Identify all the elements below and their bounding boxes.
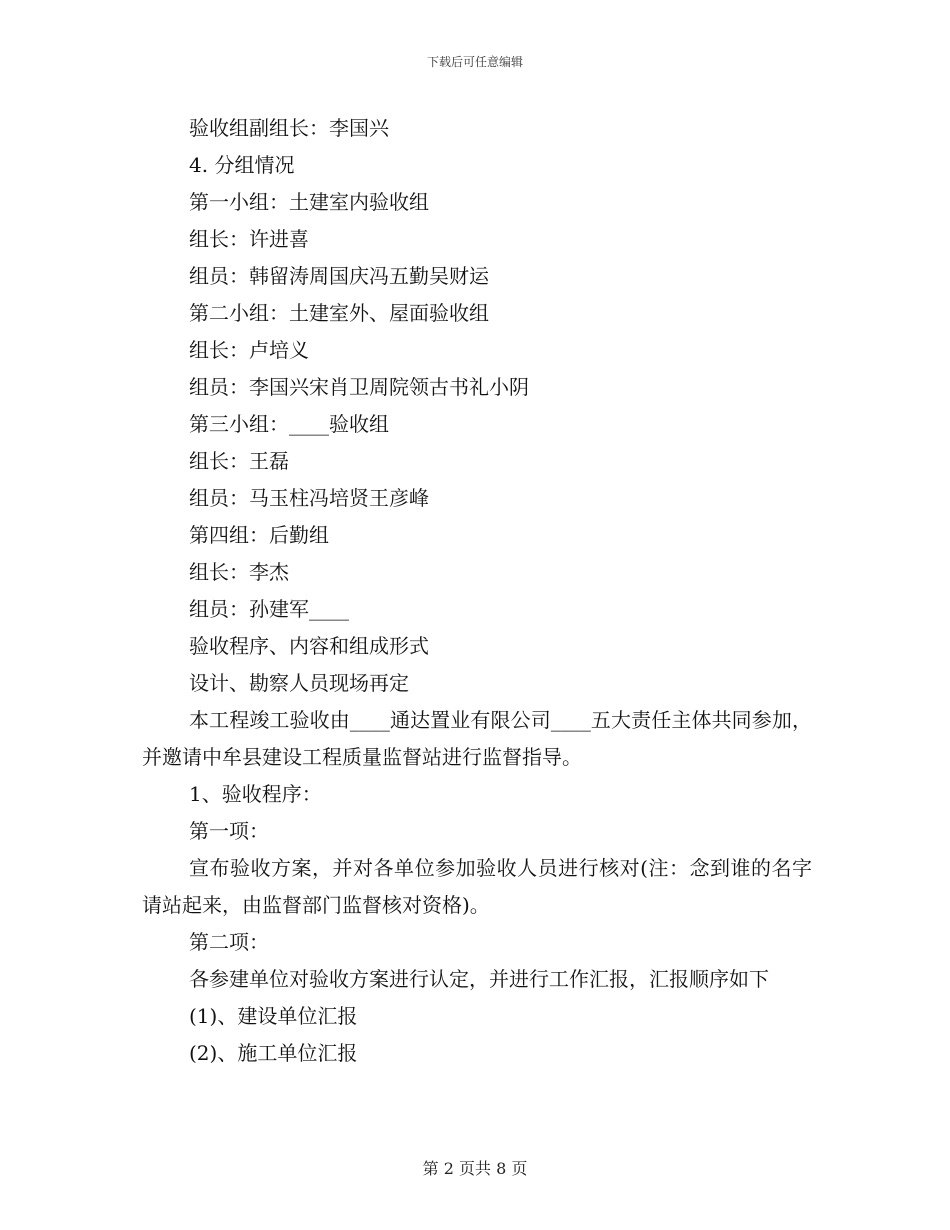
section-heading: 4. 分组情况 (189, 153, 295, 177)
text-line: 设计、勘察人员现场再定 (189, 671, 409, 695)
step-title: 1、验收程序： (189, 782, 322, 806)
item-title: 第一项： (189, 819, 269, 843)
sub-item: (1)、建设单位汇报 (189, 1004, 358, 1028)
text-line: 验收程序、内容和组成形式 (189, 634, 429, 658)
item-title: 第二项： (189, 930, 269, 954)
text-line: 第三小组：____验收组 (189, 412, 389, 436)
text-line: 第四组：后勤组 (189, 523, 329, 547)
text-line: 组员：韩留涛周国庆冯五勤吴财运 (189, 264, 489, 288)
text-line: 组员：马玉柱冯培贤王彦峰 (189, 486, 429, 510)
text-line: 组长：王磊 (189, 449, 289, 473)
page-number: 第 2 页共 8 页 (422, 1159, 528, 1178)
text-line: 组员：孙建军____ (189, 597, 349, 621)
text-line: 第二小组：土建室外、屋面验收组 (189, 301, 489, 325)
item-text: 各参建单位对验收方案进行认定，并进行工作汇报，汇报顺序如下 (189, 967, 769, 991)
document-body (142, 110, 812, 1072)
text-line: 第一小组：土建室内验收组 (189, 190, 429, 214)
item-text: 宣布验收方案，并对各单位参加验收人员进行核对(注：念到谁的名字请站起来，由监督部门监督核对资格)。 (142, 856, 812, 917)
paragraph: 本工程竣工验收由____通达置业有限公司____五大责任主体共同参加，并邀请中牟县建设工程质量监督站进行监督指导。 (142, 708, 812, 769)
text-line: 组长：卢培义 (189, 338, 309, 362)
text-line: 验收组副组长：李国兴 (189, 116, 389, 140)
sub-item: (2)、施工单位汇报 (189, 1041, 358, 1065)
text-line: 组长：李杰 (189, 560, 289, 584)
text-line: 组员：李国兴宋肖卫周院领古书礼小阴 (189, 375, 529, 399)
text-line: 组长：许进喜 (189, 227, 309, 251)
header-note: 下载后可任意编辑 (426, 55, 523, 69)
